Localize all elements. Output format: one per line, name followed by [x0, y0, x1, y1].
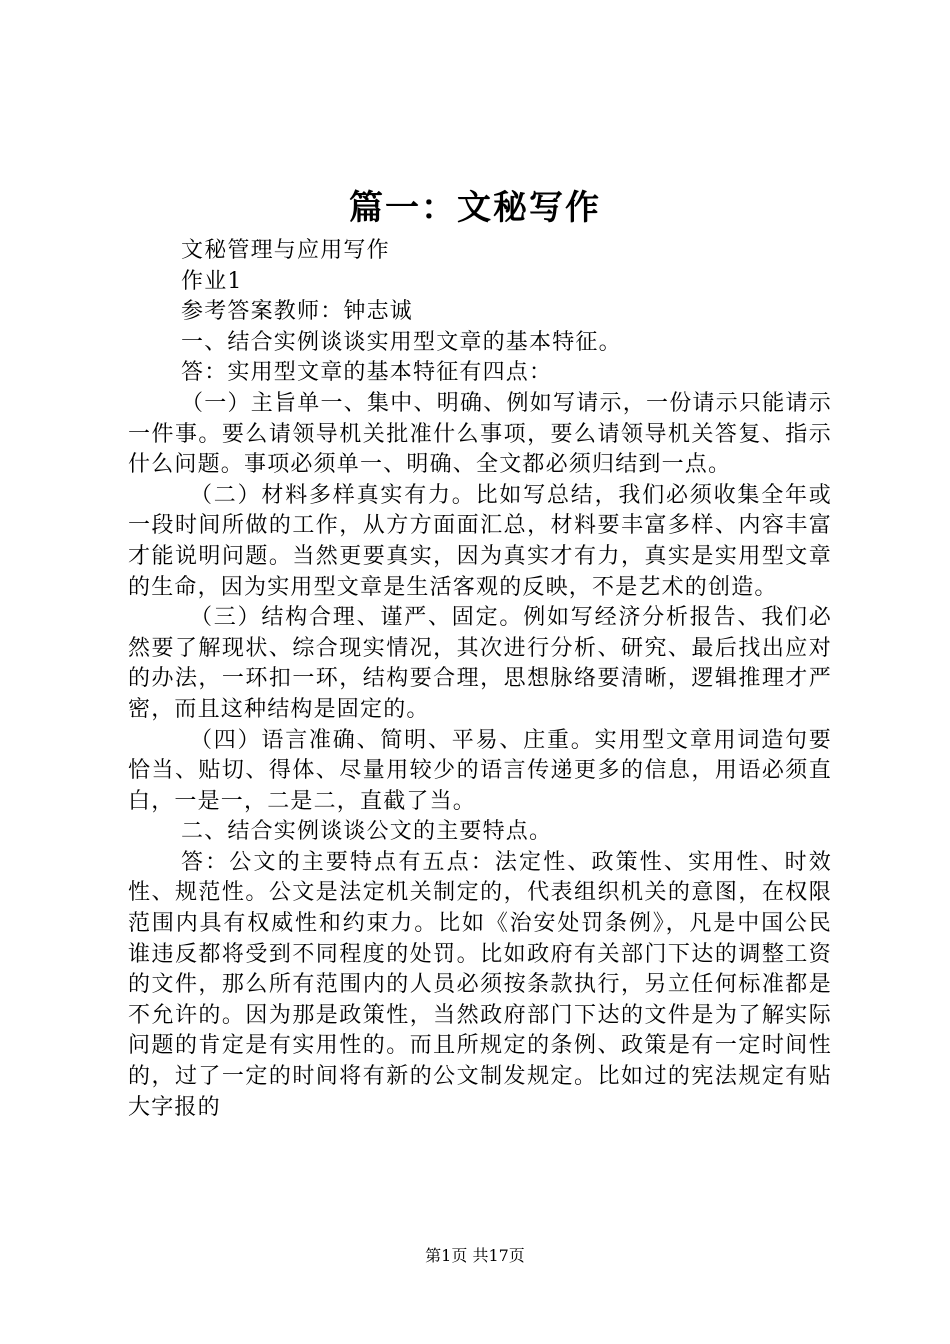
paragraph-point-2: （二）材料多样真实有力。比如写总结，我们必须收集全年或一段时间所做的工作，从方方面面汇总，材料要丰富多样、内容丰富才能说明问题。当然更要真实，因为真实才有力，真实是实用型文章的生命，因为实用型文章是生活客观的反映，不是艺术的创造。: [128, 482, 832, 600]
paragraph-answer-2: 答：公文的主要特点有五点：法定性、政策性、实用性、时效性、规范性。公文是法定机关制定的，代表组织机关的意图，在权限范围内具有权威性和约束力。比如《治安处罚条例》，凡是中国公民谁违反都将受到不同程度的处罚。比如政府有关部门下达的调整工资的文件，那么所有范围内的人员必须按条款执行，另立任何标准都是不允许的。因为那是政策性，当然政府部门下达的文件是为了解实际问题的肯定是有实用性的。而且所规定的条例、政策是有一定时间性的，过了一定的时间将有新的公文制发规定。比如过的宪法规定有贴大字报的: [128, 849, 832, 1120]
paragraph-answer-1-intro: 答：实用型文章的基本特征有四点：: [181, 360, 553, 386]
paragraph-assignment: 作业1: [181, 268, 243, 294]
page-footer: 第1页 共17页: [425, 1246, 525, 1265]
paragraph-subtitle: 文秘管理与应用写作: [181, 238, 390, 263]
paragraph-question-2: 二、结合实例谈谈公文的主要特点。: [181, 819, 553, 845]
document-title: 篇一：文秘写作: [349, 188, 601, 228]
paragraph-teacher: 参考答案教师：钟志诚: [181, 299, 414, 325]
paragraph-question-1: 一、结合实例谈谈实用型文章的基本特征。: [181, 329, 622, 355]
document-body: [128, 236, 832, 1123]
paragraph-point-1: （一）主旨单一、集中、明确、例如写请示，一份请示只能请示一件事。要么请领导机关批准什么事项，要么请领导机关答复、指示什么问题。事项必须单一、明确、全文都必须归结到一点。: [128, 390, 832, 478]
paragraph-point-4: （四）语言准确、简明、平易、庄重。实用型文章用词造句要恰当、贴切、得体、尽量用较少的语言传递更多的信息，用语必须直白，一是一，二是二，直截了当。: [128, 727, 832, 814]
paragraph-point-3: （三）结构合理、谨严、固定。例如写经济分析报告、我们必然要了解现状、综合现实情况，其次进行分析、研究、最后找出应对的办法，一环扣一环，结构要合理，思想脉络要清晰，逻辑推理才严密，而且这种结构是固定的。: [128, 605, 832, 722]
